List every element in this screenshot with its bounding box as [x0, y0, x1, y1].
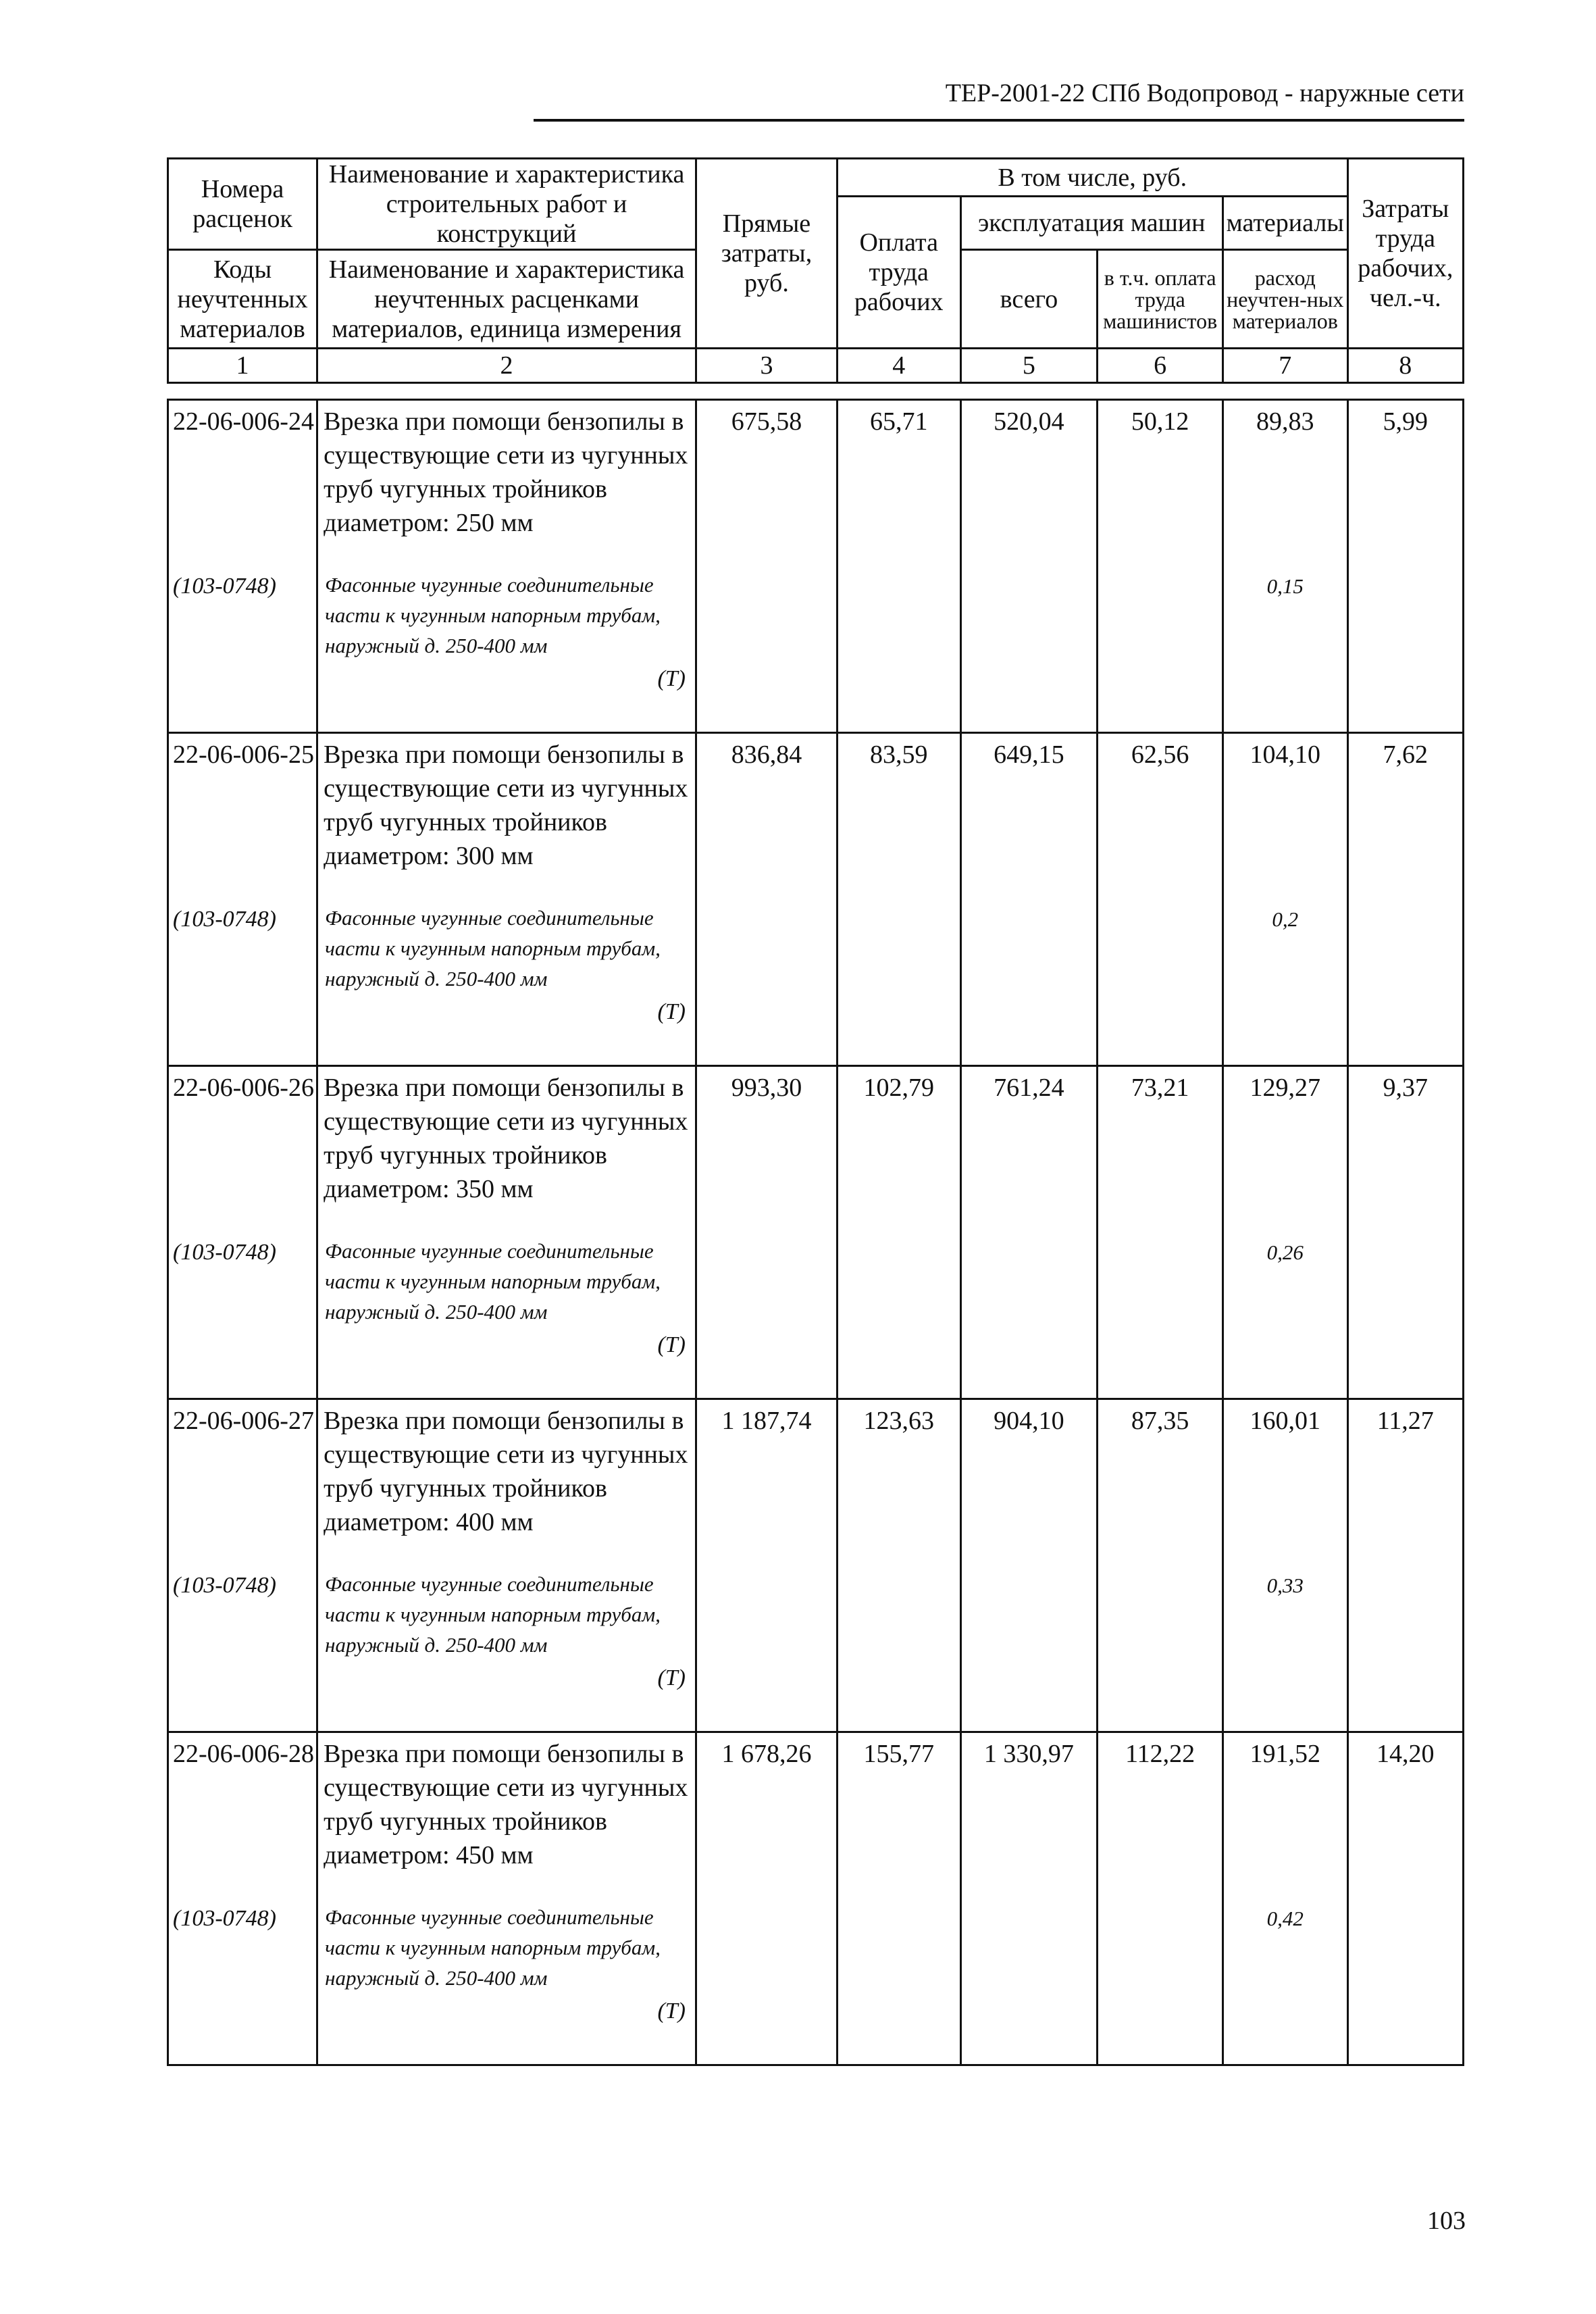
rate-description: Врезка при помощи бензопилы в существующие сети из чугунных труб чугунных тройников диаметром: 250 мм — [317, 400, 696, 568]
materials: 89,83 — [1222, 400, 1347, 568]
header-machines: эксплуатация машин — [960, 197, 1222, 250]
material-code: (103-0748) — [168, 1233, 317, 1399]
material-row — [168, 567, 1464, 733]
labor-hours: 11,27 — [1347, 1399, 1463, 1567]
material-description: Фасонные чугунные соединительные части к чугунным напорным трубам, наружный д. 250-400 мм — [325, 1572, 661, 1657]
material-quantity: 0,33 — [1222, 1566, 1347, 1732]
header-codes-bottom: Коды неучтенных материалов — [168, 250, 317, 349]
col-number: 5 — [960, 349, 1098, 383]
labor-pay: 65,71 — [837, 400, 960, 568]
material-description: Фасонные чугунные соединительные части к чугунным напорным трубам, наружный д. 250-400 мм — [325, 1239, 661, 1324]
labor-pay: 155,77 — [837, 1732, 960, 1900]
material-row — [168, 1233, 1464, 1399]
table-header — [167, 157, 1464, 384]
material-row — [168, 900, 1464, 1066]
page-number: 103 — [1427, 2207, 1466, 2235]
materials: 129,27 — [1222, 1066, 1347, 1234]
material-cell — [317, 1899, 696, 2065]
rate-description: Врезка при помощи бензопилы в существующие сети из чугунных труб чугунных тройников диаметром: 400 мм — [317, 1399, 696, 1567]
rate-code: 22-06-006-28 — [168, 1732, 317, 1900]
rate-description: Врезка при помощи бензопилы в существующие сети из чугунных труб чугунных тройников диаметром: 450 мм — [317, 1732, 696, 1900]
material-quantity: 0,42 — [1222, 1899, 1347, 2065]
rate-code: 22-06-006-26 — [168, 1066, 317, 1234]
header-direct-costs: Прямые затраты, руб. — [696, 159, 838, 349]
col-number: 1 — [168, 349, 317, 383]
labor-hours: 9,37 — [1347, 1066, 1463, 1234]
direct-costs: 993,30 — [696, 1066, 838, 1234]
direct-costs: 675,58 — [696, 400, 838, 568]
header-names-top: Наименование и характеристика строительных работ и конструкций — [317, 159, 696, 250]
col-number: 8 — [1347, 349, 1463, 383]
col-number: 6 — [1098, 349, 1223, 383]
material-cell — [317, 1566, 696, 1732]
title-rule — [534, 119, 1464, 122]
direct-costs: 1 678,26 — [696, 1732, 838, 1900]
material-code: (103-0748) — [168, 1899, 317, 2065]
machinists-pay: 50,12 — [1098, 400, 1223, 568]
material-unit: (Т) — [657, 1665, 686, 1690]
direct-costs: 1 187,74 — [696, 1399, 838, 1567]
materials: 191,52 — [1222, 1732, 1347, 1900]
machines-total: 520,04 — [960, 400, 1098, 568]
material-unit: (Т) — [657, 1332, 686, 1357]
material-row — [168, 1899, 1464, 2065]
table-row — [168, 1732, 1464, 1900]
labor-hours: 5,99 — [1347, 400, 1463, 568]
col-number: 3 — [696, 349, 838, 383]
material-code: (103-0748) — [168, 567, 317, 733]
labor-hours: 7,62 — [1347, 733, 1463, 901]
table-row — [168, 1066, 1464, 1234]
material-unit: (Т) — [657, 666, 686, 691]
col-number: 4 — [837, 349, 960, 383]
rates-table — [167, 399, 1464, 2066]
machines-total: 649,15 — [960, 733, 1098, 901]
material-unit: (Т) — [657, 999, 686, 1024]
machines-total: 904,10 — [960, 1399, 1098, 1567]
rate-code: 22-06-006-27 — [168, 1399, 317, 1567]
header-machinists-pay: в т.ч. оплата труда машинистов — [1098, 250, 1223, 349]
material-description: Фасонные чугунные соединительные части к чугунным напорным трубам, наружный д. 250-400 мм — [325, 1905, 661, 1990]
labor-pay: 102,79 — [837, 1066, 960, 1234]
table-row — [168, 400, 1464, 568]
direct-costs: 836,84 — [696, 733, 838, 901]
header-labor-pay: Оплата труда рабочих — [837, 197, 960, 349]
header-names-bottom: Наименование и характеристика неучтенных расценками материалов, единица измерения — [317, 250, 696, 349]
col-number: 7 — [1222, 349, 1347, 383]
material-row — [168, 1566, 1464, 1732]
material-unit: (Т) — [657, 1998, 686, 2023]
material-quantity: 0,2 — [1222, 900, 1347, 1066]
header-materials-consumption: расход неучтен-ных материалов — [1222, 250, 1347, 349]
materials: 104,10 — [1222, 733, 1347, 901]
document-title: ТЕР-2001-22 СПб Водопровод - наружные сети — [945, 79, 1464, 107]
header-materials: материалы — [1222, 197, 1347, 250]
rate-code: 22-06-006-24 — [168, 400, 317, 568]
rate-description: Врезка при помощи бензопилы в существующие сети из чугунных труб чугунных тройников диаметром: 350 мм — [317, 1066, 696, 1234]
material-code: (103-0748) — [168, 1566, 317, 1732]
machinists-pay: 112,22 — [1098, 1732, 1223, 1900]
material-quantity: 0,15 — [1222, 567, 1347, 733]
machines-total: 1 330,97 — [960, 1732, 1098, 1900]
table-row — [168, 1399, 1464, 1567]
material-cell — [317, 900, 696, 1066]
labor-hours: 14,20 — [1347, 1732, 1463, 1900]
table-row — [168, 733, 1464, 901]
header-labor-hours: Затраты труда рабочих, чел.-ч. — [1347, 159, 1463, 349]
labor-pay: 123,63 — [837, 1399, 960, 1567]
material-description: Фасонные чугунные соединительные части к чугунным напорным трубам, наружный д. 250-400 мм — [325, 573, 661, 657]
header-codes-top: Номера расценок — [168, 159, 317, 250]
header-group-label: В том числе, руб. — [837, 159, 1347, 197]
labor-pay: 83,59 — [837, 733, 960, 901]
machines-total: 761,24 — [960, 1066, 1098, 1234]
material-code: (103-0748) — [168, 900, 317, 1066]
material-description: Фасонные чугунные соединительные части к чугунным напорным трубам, наружный д. 250-400 мм — [325, 906, 661, 990]
materials: 160,01 — [1222, 1399, 1347, 1567]
material-cell — [317, 567, 696, 733]
header-machines-total: всего — [960, 250, 1098, 349]
rate-code: 22-06-006-25 — [168, 733, 317, 901]
machinists-pay: 62,56 — [1098, 733, 1223, 901]
material-quantity: 0,26 — [1222, 1233, 1347, 1399]
col-number: 2 — [317, 349, 696, 383]
machinists-pay: 87,35 — [1098, 1399, 1223, 1567]
machinists-pay: 73,21 — [1098, 1066, 1223, 1234]
rate-description: Врезка при помощи бензопилы в существующие сети из чугунных труб чугунных тройников диаметром: 300 мм — [317, 733, 696, 901]
material-cell — [317, 1233, 696, 1399]
